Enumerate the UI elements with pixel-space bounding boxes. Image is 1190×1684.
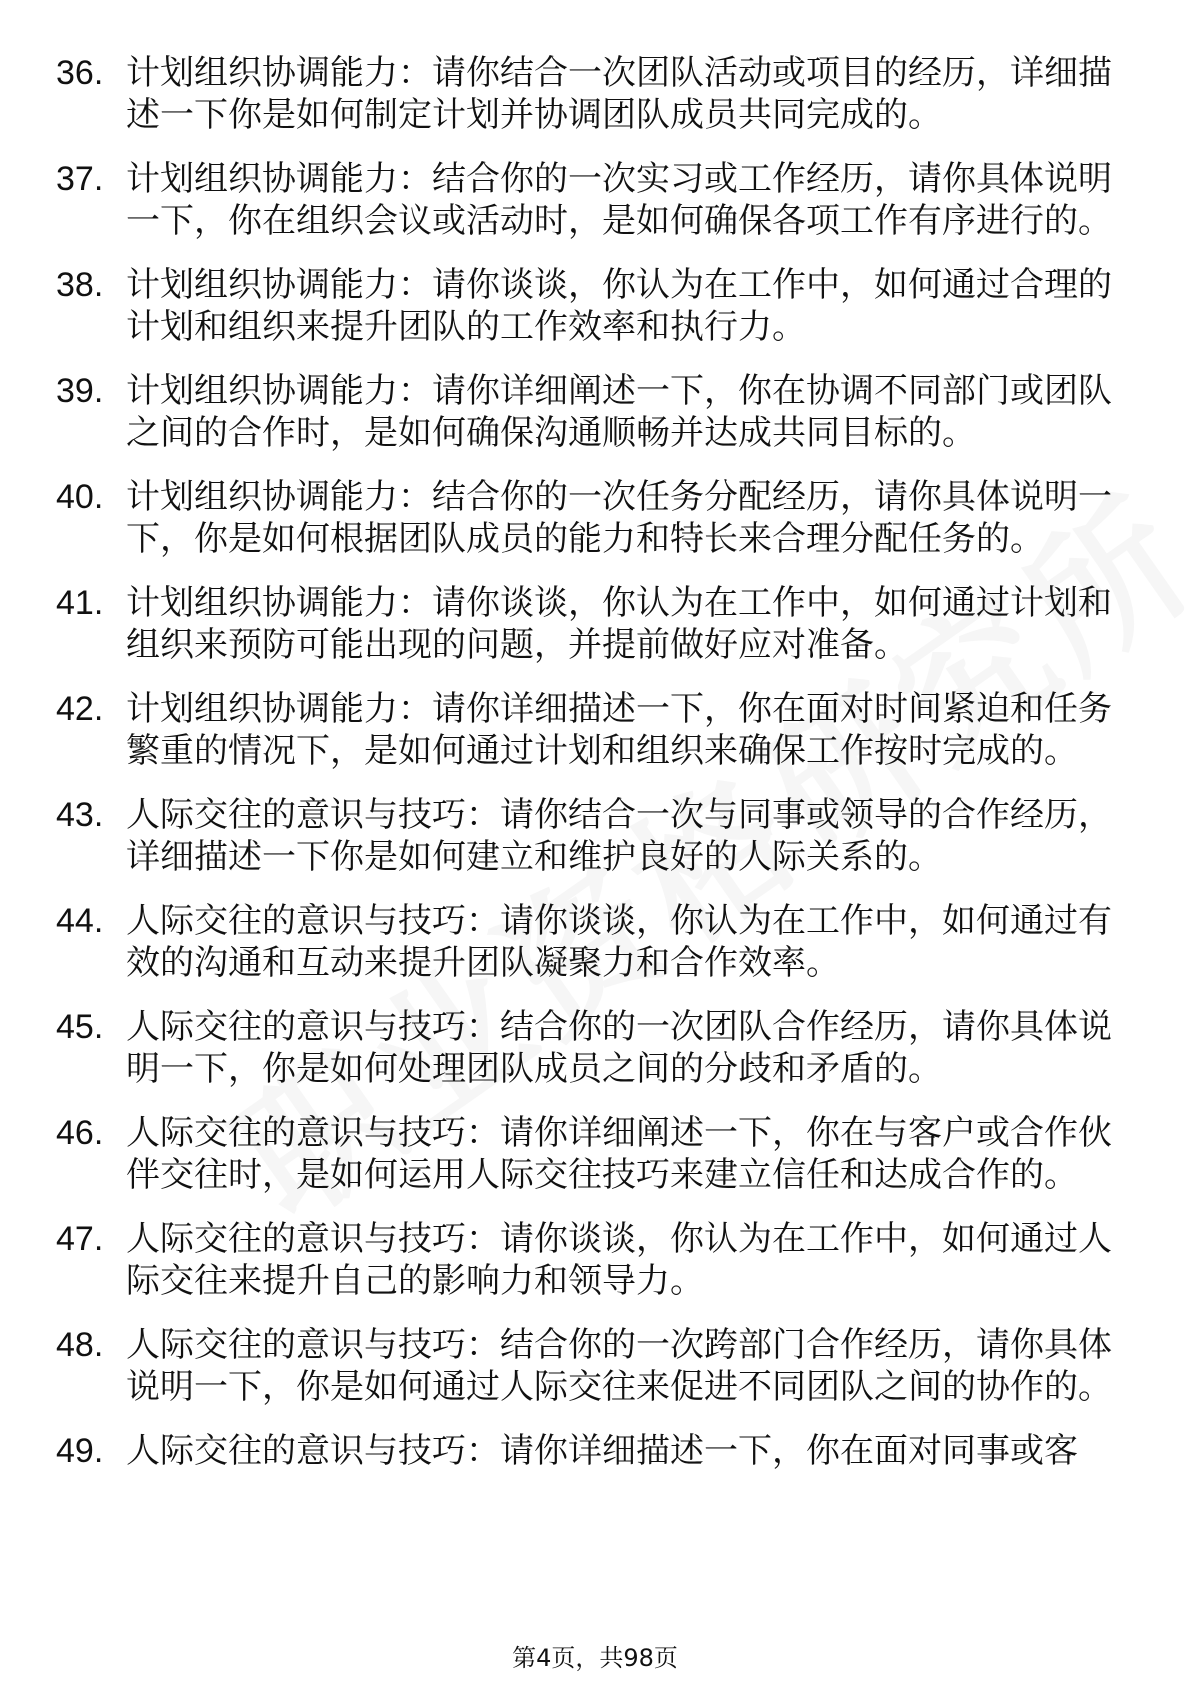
question-item-47 [56, 1218, 1116, 1302]
question-item-37 [56, 158, 1116, 242]
question-item-39 [56, 370, 1116, 454]
question-text: 人际交往的意识与技巧：请你详细阐述一下，你在与客户或合作伙伴交往时，是如何运用人际交往技巧来建立信任和达成合作的。 [126, 1113, 1112, 1195]
question-text: 计划组织协调能力：请你详细描述一下，你在面对时间紧迫和任务繁重的情况下，是如何通过计划和组织来确保工作按时完成的。 [126, 689, 1112, 771]
question-item-41 [56, 582, 1116, 666]
question-number: 40. [56, 478, 104, 516]
page-footer: 第4页，共98页 [512, 1644, 678, 1672]
question-text: 计划组织协调能力：结合你的一次实习或工作经历，请你具体说明一下，你在组织会议或活动时，是如何确保各项工作有序进行的。 [126, 159, 1112, 241]
question-number: 43. [56, 796, 104, 834]
question-number: 36. [56, 54, 104, 92]
question-text: 计划组织协调能力：请你谈谈，你认为在工作中，如何通过计划和组织来预防可能出现的问题，并提前做好应对准备。 [126, 583, 1112, 665]
question-item-38 [56, 264, 1116, 348]
question-number: 39. [56, 372, 104, 410]
question-list [56, 52, 1116, 1494]
question-number: 38. [56, 266, 104, 304]
question-item-36 [56, 52, 1116, 136]
question-item-48 [56, 1324, 1116, 1408]
question-number: 44. [56, 902, 104, 940]
question-text: 计划组织协调能力：结合你的一次任务分配经历，请你具体说明一下，你是如何根据团队成员的能力和特长来合理分配任务的。 [126, 477, 1112, 559]
question-number: 46. [56, 1114, 104, 1152]
question-text: 人际交往的意识与技巧：请你结合一次与同事或领导的合作经历，详细描述一下你是如何建立和维护良好的人际关系的。 [126, 795, 1112, 877]
question-text: 人际交往的意识与技巧：请你谈谈，你认为在工作中，如何通过有效的沟通和互动来提升团队凝聚力和合作效率。 [126, 901, 1112, 983]
question-text: 人际交往的意识与技巧：结合你的一次跨部门合作经历，请你具体说明一下，你是如何通过人际交往来促进不同团队之间的协作的。 [126, 1325, 1112, 1407]
question-number: 41. [56, 584, 104, 622]
question-number: 42. [56, 690, 104, 728]
question-item-43 [56, 794, 1116, 878]
question-text: 人际交往的意识与技巧：请你谈谈，你认为在工作中，如何通过人际交往来提升自己的影响力和领导力。 [126, 1219, 1112, 1301]
question-text: 人际交往的意识与技巧：请你详细描述一下，你在面对同事或客 [126, 1431, 1078, 1471]
question-item-44 [56, 900, 1116, 984]
question-item-40 [56, 476, 1116, 560]
question-number: 37. [56, 160, 104, 198]
question-number: 47. [56, 1220, 104, 1258]
question-item-45 [56, 1006, 1116, 1090]
question-text: 计划组织协调能力：请你谈谈，你认为在工作中，如何通过合理的计划和组织来提升团队的工作效率和执行力。 [126, 265, 1112, 347]
question-number: 45. [56, 1008, 104, 1046]
question-number: 48. [56, 1326, 104, 1364]
question-text: 计划组织协调能力：请你详细阐述一下，你在协调不同部门或团队之间的合作时，是如何确保沟通顺畅并达成共同目标的。 [126, 371, 1112, 453]
question-number: 49. [56, 1432, 104, 1470]
question-item-49 [56, 1430, 1116, 1472]
question-item-46 [56, 1112, 1116, 1196]
question-item-42 [56, 688, 1116, 772]
question-text: 计划组织协调能力：请你结合一次团队活动或项目的经历，详细描述一下你是如何制定计划并协调团队成员共同完成的。 [126, 53, 1112, 135]
question-text: 人际交往的意识与技巧：结合你的一次团队合作经历，请你具体说明一下，你是如何处理团队成员之间的分歧和矛盾的。 [126, 1007, 1112, 1089]
